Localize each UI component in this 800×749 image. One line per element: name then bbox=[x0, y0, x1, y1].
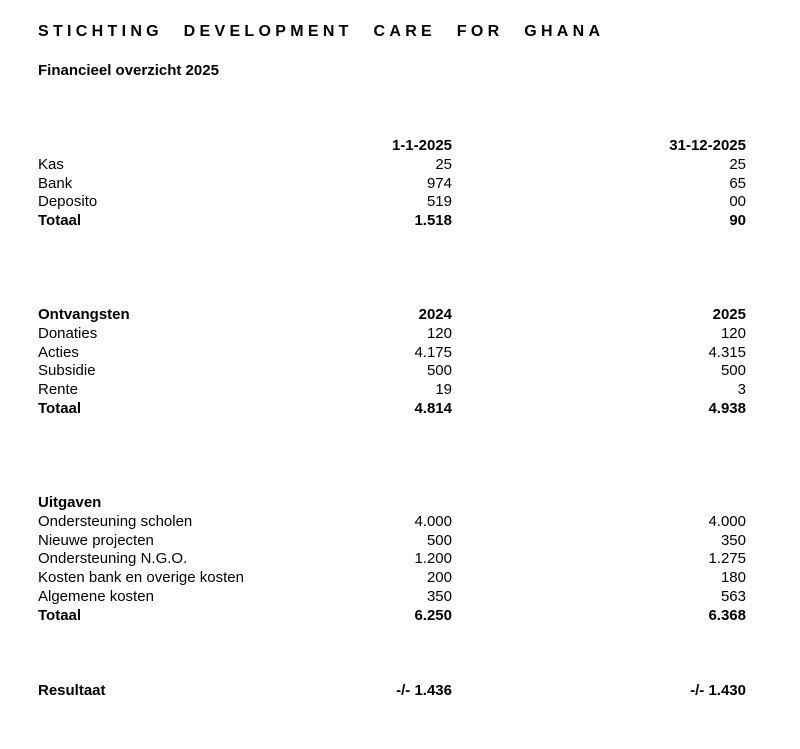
row-label: Donaties bbox=[38, 324, 98, 342]
expenses-total-row bbox=[38, 607, 746, 626]
expenses-row bbox=[38, 550, 746, 569]
total-value-col1: 6.250 bbox=[414, 606, 452, 624]
balance-section bbox=[38, 137, 746, 231]
income-row bbox=[38, 381, 746, 400]
row-value-col1: 120 bbox=[426, 324, 452, 342]
row-value-col1: 25 bbox=[435, 155, 452, 173]
total-value-col1: 1.518 bbox=[414, 212, 452, 230]
income-header-col1: 2024 bbox=[418, 306, 452, 323]
result-label: Resultaat bbox=[38, 682, 106, 699]
row-value-col2: 1.275 bbox=[708, 550, 746, 568]
row-label: Ondersteuning scholen bbox=[38, 512, 193, 530]
document-subtitle: Financieel overzicht 2025 bbox=[38, 62, 219, 79]
row-label: Bank bbox=[38, 174, 73, 192]
row-value-col2: 500 bbox=[720, 362, 746, 380]
row-label: Algemene kosten bbox=[38, 587, 154, 605]
income-header-row bbox=[38, 306, 746, 325]
row-value-col2: 25 bbox=[729, 155, 746, 173]
balance-row bbox=[38, 193, 746, 212]
row-value-col2: 4.315 bbox=[708, 343, 746, 361]
total-value-col1: 4.814 bbox=[414, 399, 452, 417]
row-value-col1: 4.175 bbox=[414, 343, 452, 361]
row-value-col2: 3 bbox=[737, 381, 746, 399]
result-value-col1: -/- 1.436 bbox=[396, 682, 452, 699]
row-label: Subsidie bbox=[38, 362, 96, 380]
row-value-col2: 4.000 bbox=[708, 512, 746, 530]
row-value-col2: 120 bbox=[720, 324, 746, 342]
balance-row bbox=[38, 175, 746, 194]
row-value-col2: 563 bbox=[720, 587, 746, 605]
total-value-col2: 90 bbox=[729, 212, 746, 230]
result-value-col2: -/- 1.430 bbox=[690, 682, 746, 699]
income-row bbox=[38, 325, 746, 344]
row-label: Kas bbox=[38, 155, 64, 173]
balance-total-row bbox=[38, 212, 746, 231]
result-section bbox=[38, 682, 746, 701]
row-value-col1: 200 bbox=[426, 569, 452, 587]
income-total-row bbox=[38, 400, 746, 419]
row-value-col1: 350 bbox=[426, 587, 452, 605]
expenses-header-label: Uitgaven bbox=[38, 494, 102, 511]
income-row bbox=[38, 362, 746, 381]
expenses-section bbox=[38, 494, 746, 626]
row-value-col2: 65 bbox=[729, 174, 746, 192]
row-value-col1: 519 bbox=[426, 193, 452, 211]
row-label: Rente bbox=[38, 381, 79, 399]
expenses-header-row bbox=[38, 494, 746, 513]
row-value-col1: 19 bbox=[435, 381, 452, 399]
row-label: Kosten bank en overige kosten bbox=[38, 569, 244, 587]
expenses-row bbox=[38, 588, 746, 607]
income-header-col2: 2025 bbox=[712, 306, 746, 323]
balance-header-row bbox=[38, 137, 746, 156]
row-value-col1: 500 bbox=[426, 531, 452, 549]
total-label: Totaal bbox=[38, 399, 82, 417]
organisation-title: STICHTING DEVELOPMENT CARE FOR GHANA bbox=[38, 23, 605, 40]
row-label: Deposito bbox=[38, 193, 98, 211]
row-value-col1: 974 bbox=[426, 174, 452, 192]
income-header-label: Ontvangsten bbox=[38, 306, 130, 323]
row-label: Nieuwe projecten bbox=[38, 531, 154, 549]
expenses-row bbox=[38, 513, 746, 532]
row-value-col1: 500 bbox=[426, 362, 452, 380]
result-row bbox=[38, 682, 746, 701]
total-value-col2: 6.368 bbox=[708, 606, 746, 624]
expenses-row bbox=[38, 532, 746, 551]
total-label: Totaal bbox=[38, 606, 82, 624]
balance-row bbox=[38, 156, 746, 175]
balance-header-col1: 1-1-2025 bbox=[391, 137, 452, 154]
balance-header-col2: 31-12-2025 bbox=[669, 137, 746, 154]
row-value-col1: 4.000 bbox=[414, 512, 452, 530]
row-label: Acties bbox=[38, 343, 79, 361]
income-section bbox=[38, 306, 746, 419]
row-value-col1: 1.200 bbox=[414, 550, 452, 568]
row-value-col2: 350 bbox=[720, 531, 746, 549]
row-value-col2: 180 bbox=[720, 569, 746, 587]
total-label: Totaal bbox=[38, 212, 82, 230]
row-label: Ondersteuning N.G.O. bbox=[38, 550, 188, 568]
row-value-col2: 00 bbox=[729, 193, 746, 211]
expenses-row bbox=[38, 569, 746, 588]
income-row bbox=[38, 344, 746, 363]
total-value-col2: 4.938 bbox=[708, 399, 746, 417]
